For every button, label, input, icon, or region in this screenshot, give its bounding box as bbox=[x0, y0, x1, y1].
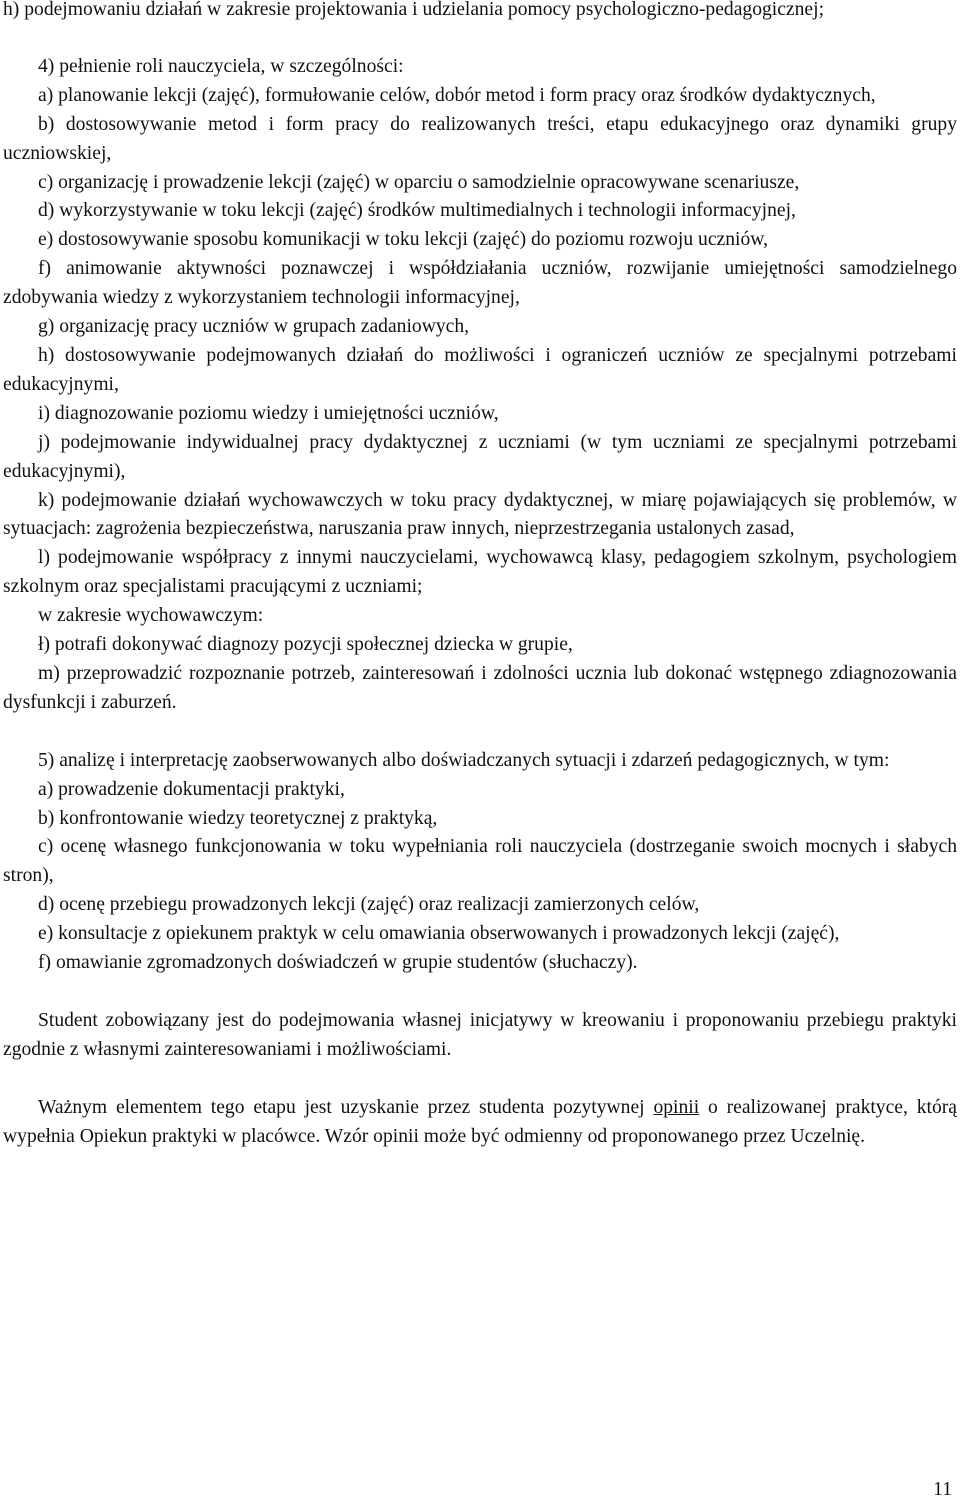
list-item: c) ocenę własnego funkcjonowania w toku wypełniania roli nauczyciela (dostrzeganie swoich mocnych i słabych stron), bbox=[3, 836, 957, 887]
closing-paragraph bbox=[3, 1094, 957, 1152]
section-5-heading: 5) analizę i interpretację zaobserwowanych albo doświadczanych sytuacji i zdarzeń pedagogicznych, w tym: bbox=[38, 749, 890, 771]
section-4-heading: 4) pełnienie roli nauczyciela, w szczególności: bbox=[38, 55, 404, 77]
list-item: e) konsultacje z opiekunem praktyk w celu omawiania obserwowanych i prowadzonych lekcji (zajęć), bbox=[38, 923, 840, 945]
list-item: d) ocenę przebiegu prowadzonych lekcji (zajęć) oraz realizacji zamierzonych celów, bbox=[38, 894, 700, 916]
list-item: ł) potrafi dokonywać diagnozy pozycji społecznej dziecka w grupie, bbox=[38, 634, 573, 656]
list-item: b) konfrontowanie wiedzy teoretycznej z praktyką, bbox=[38, 807, 438, 829]
list-item: f) omawianie zgromadzonych doświadczeń w grupie studentów (słuchaczy). bbox=[38, 952, 638, 974]
list-item: j) podejmowanie indywidualnej pracy dydaktycznej z uczniami (w tym uczniami ze specjalnymi potrzebami edukacyjnymi), bbox=[3, 431, 957, 482]
list-item: m) przeprowadzić rozpoznanie potrzeb, zainteresowań i zdolności ucznia lub dokonać wstępnego zdiagnozowania dysfunkcji i zaburzeń. bbox=[3, 662, 957, 713]
list-item: h) dostosowywanie podejmowanych działań do możliwości i ograniczeń uczniów ze specjalnymi potrzebami edukacyjnymi, bbox=[3, 344, 957, 395]
list-item: a) planowanie lekcji (zajęć), formułowanie celów, dobór metod i form pracy oraz środków dydaktycznych, bbox=[38, 84, 876, 106]
opinion-link[interactable]: opinii bbox=[653, 1096, 700, 1118]
section-4-subheading: w zakresie wychowawczym: bbox=[38, 605, 264, 627]
closing-text-start: Ważnym elementem tego etapu jest uzyskanie przez studenta pozytywnej bbox=[38, 1096, 654, 1118]
document-page bbox=[3, 0, 957, 1152]
list-item: g) organizację pracy uczniów w grupach zadaniowych, bbox=[38, 316, 470, 338]
student-paragraph: Student zobowiązany jest do podejmowania własnej inicjatywy w kreowaniu i proponowaniu przebiegu praktyki zgodnie z własnymi zainteresowaniami i możliwościami. bbox=[3, 1010, 957, 1060]
list-item: f) animowanie aktywności poznawczej i współdziałania uczniów, rozwijanie umiejętności samodzielnego zdobywania wiedzy z wykorzystaniem technologii informacyjnej, bbox=[3, 258, 957, 309]
list-item: i) diagnozowanie poziomu wiedzy i umiejętności uczniów, bbox=[38, 402, 499, 424]
list-item: a) prowadzenie dokumentacji praktyki, bbox=[38, 778, 345, 800]
list-item: e) dostosowywanie sposobu komunikacji w toku lekcji (zajęć) do poziomu rozwoju uczniów, bbox=[38, 229, 769, 251]
list-item: b) dostosowywanie metod i form pracy do realizowanych treści, etapu edukacyjnego oraz dynamiki grupy uczniowskiej, bbox=[3, 113, 957, 164]
continuation-paragraph: h) podejmowaniu działań w zakresie projektowania i udzielania pomocy psychologiczno-pedagogicznej; bbox=[3, 0, 825, 20]
closing-text-end: o realizowanej praktyce, którą wypełnia Opiekun praktyki w placówce. Wzór opinii może być odmienny od proponowanego przez Uczelnię. bbox=[3, 1096, 957, 1147]
list-item: l) podejmowanie współpracy z innymi nauczycielami, wychowawcą klasy, pedagogiem szkolnym, psychologiem szkolnym oraz specjalistami pracującymi z uczniami; bbox=[3, 547, 957, 598]
list-item: c) organizację i prowadzenie lekcji (zajęć) w oparciu o samodzielnie opracowywane scenariusze, bbox=[38, 171, 800, 193]
list-item: k) podejmowanie działań wychowawczych w toku pracy dydaktycznej, w miarę pojawiających się problemów, w sytuacjach: zagrożenia bezpieczeństwa, naruszania praw innych, nieprzestrzegania ustalonych zasad, bbox=[3, 489, 957, 540]
list-item: d) wykorzystywanie w toku lekcji (zajęć) środków multimedialnych i technologii informacyjnej, bbox=[38, 200, 796, 222]
page-number: 11 bbox=[933, 1479, 952, 1500]
